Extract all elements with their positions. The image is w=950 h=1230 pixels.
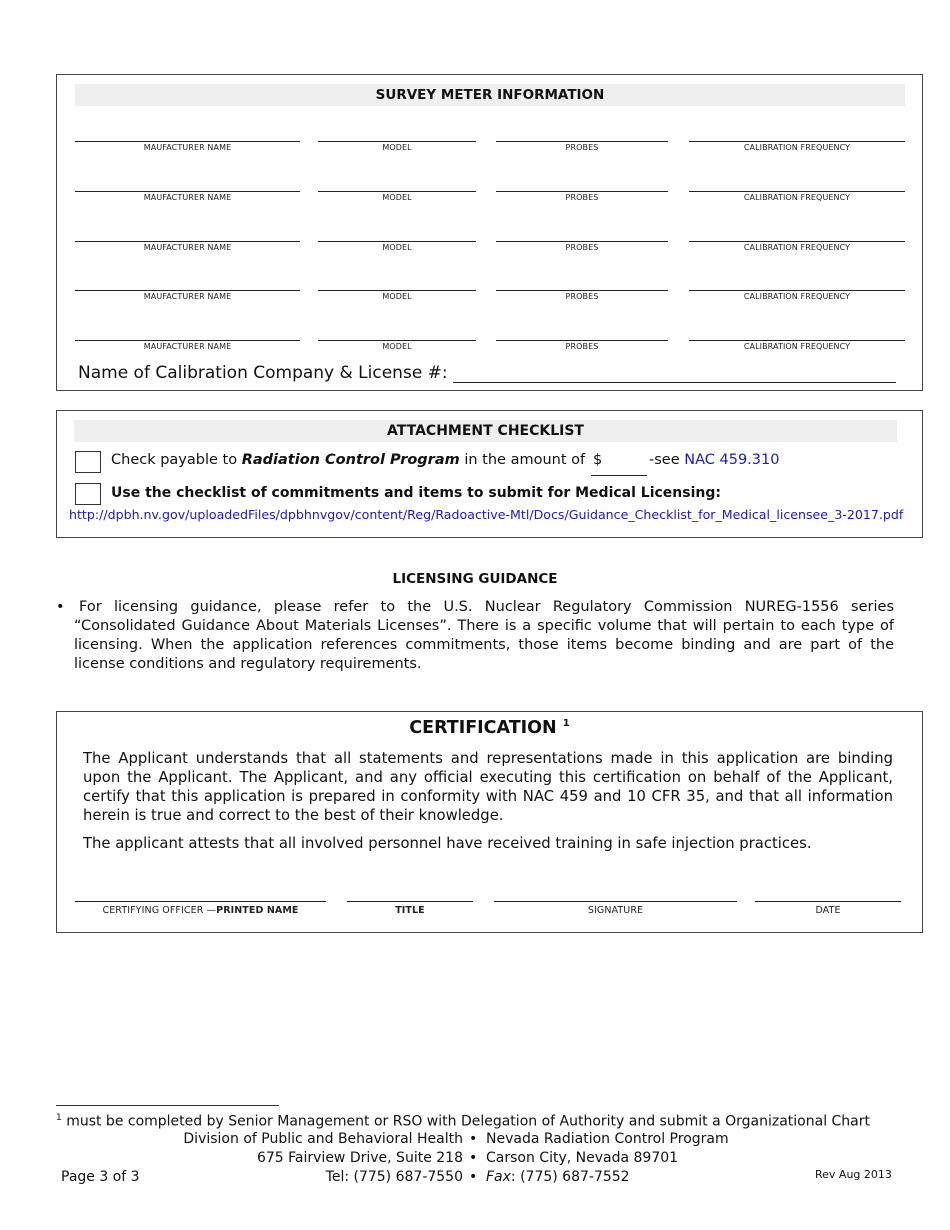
model-input[interactable] [318,340,476,341]
calibration-frequency-label: CALIBRATION FREQUENCY [743,342,851,351]
title-input[interactable] [347,901,473,902]
calibration-company-label: Name of Calibration Company & License #: [78,363,448,383]
certification-title [57,718,922,738]
calibration-frequency-label: CALIBRATION FREQUENCY [743,243,851,252]
calibration-frequency-input[interactable] [689,141,905,142]
footer-page: Page 3 of 3 [61,1169,140,1185]
footer-tel: Tel: (775) 687-7550 [325,1169,463,1185]
dollar-sign: $ [593,452,603,468]
signature-label: SIGNATURE [587,905,644,916]
printed-name-label [75,905,326,916]
manufacturer-name-input[interactable] [75,191,300,192]
footnote-text: must be completed by Senior Management or RSO with Delegation of Authority and submit a Organizational Chart [66,1113,871,1130]
footer-bullet-1: • [469,1131,478,1147]
footnote-divider [56,1105,279,1106]
calibration-frequency-label: CALIBRATION FREQUENCY [743,193,851,202]
check-payable-text [111,452,585,468]
manufacturer-name-label: MAUFACTURER NAME [143,292,232,301]
model-input[interactable] [318,191,476,192]
manufacturer-name-input[interactable] [75,340,300,341]
attachment-checklist-section [56,410,923,538]
calibration-company-input[interactable] [453,382,896,383]
radiation-control-program: Radiation Control Program [241,452,460,468]
footer-program: Nevada Radiation Control Program [486,1131,729,1147]
manufacturer-name-label: MAUFACTURER NAME [143,342,232,351]
medical-checklist-text: Use the checklist of commitments and items to submit for Medical Licensing: [111,485,721,501]
attachment-checklist-title: ATTACHMENT CHECKLIST [74,420,897,442]
certification-footnote-ref: 1 [562,718,570,730]
probes-input[interactable] [496,241,668,242]
probes-input[interactable] [496,191,668,192]
model-label: MODEL [382,292,412,301]
footer-fax [486,1169,630,1185]
manufacturer-name-label: MAUFACTURER NAME [143,243,232,252]
model-label: MODEL [382,143,412,152]
calibration-frequency-input[interactable] [689,340,905,341]
manufacturer-name-label: MAUFACTURER NAME [143,143,232,152]
certification-paragraph-2: The applicant attests that all involved personnel have received training in safe injection practices. [83,835,812,852]
guidance-bullet: • [56,599,65,615]
model-input[interactable] [318,290,476,291]
calibration-frequency-input[interactable] [689,241,905,242]
probes-label: PROBES [565,143,599,152]
survey-meter-section [56,74,923,391]
model-input[interactable] [318,241,476,242]
probes-label: PROBES [565,193,599,202]
model-label: MODEL [382,193,412,202]
certifying-officer-label: CERTIFYING OFFICER — [102,905,217,916]
licensing-guidance-text: For licensing guidance, please refer to the U.S. Nuclear Regulatory Commission NUREG-1556 series “Consolidated Guidance About Materials Licenses”. There is a specific volume that will pertain to each type of licensing. When the application references commitments, those items become binding and are part of the license conditions and regulatory requirements. [74,599,894,672]
calibration-frequency-input[interactable] [689,191,905,192]
certification-title-text: CERTIFICATION [409,718,557,738]
signature-input[interactable] [494,901,737,902]
footer-division: Division of Public and Behavioral Health [183,1131,463,1147]
probes-label: PROBES [565,342,599,351]
certification-paragraph-1: The Applicant understands that all statements and representations made in this application are binding upon the Applicant. The Applicant, and any official executing this certification on behalf of the Applicant, certify that this application is prepared in conformity with NAC 459 and 10 CFR 35, and that all information herein is true and correct to the best of their knowledge. [83,750,893,824]
see-nac-text [649,452,779,468]
date-label: DATE [815,905,841,916]
amount-text: in the amount of [459,452,586,468]
manufacturer-name-input[interactable] [75,241,300,242]
check-payable-prefix: Check payable to [111,452,242,468]
survey-meter-title: SURVEY METER INFORMATION [75,84,905,106]
probes-label: PROBES [565,243,599,252]
check-payable-checkbox[interactable] [75,451,101,473]
printed-name-input[interactable] [75,901,326,902]
see-text: -see [649,452,685,468]
footnote-mark: 1 [56,1113,62,1123]
footer-city: Carson City, Nevada 89701 [486,1150,679,1166]
nac-link[interactable]: NAC 459.310 [684,452,780,468]
footer-revision: Rev Aug 2013 [815,1168,892,1181]
certification-section [56,711,923,933]
probes-input[interactable] [496,340,668,341]
calibration-frequency-input[interactable] [689,290,905,291]
licensing-guidance-title: LICENSING GUIDANCE [392,571,558,587]
model-label: MODEL [382,243,412,252]
calibration-frequency-label: CALIBRATION FREQUENCY [743,292,851,301]
medical-checklist-link[interactable]: http://dpbh.nv.gov/uploadedFiles/dpbhnvgov/content/Reg/Radoactive-Mtl/Docs/Guidance_Checklist_for_Medical_licensee_3-2017.pdf [69,507,904,522]
footnote [56,1113,870,1130]
manufacturer-name-input[interactable] [75,141,300,142]
manufacturer-name-label: MAUFACTURER NAME [143,193,232,202]
probes-label: PROBES [565,292,599,301]
fax-label: Fax [486,1169,511,1185]
footer-address: 675 Fairview Drive, Suite 218 [256,1150,463,1166]
footer-bullet-3: • [469,1169,478,1185]
calibration-frequency-label: CALIBRATION FREQUENCY [743,143,851,152]
probes-input[interactable] [496,290,668,291]
amount-input[interactable] [591,475,647,476]
title-label: TITLE [395,905,425,916]
manufacturer-name-input[interactable] [75,290,300,291]
printed-name-bold: PRINTED NAME [216,905,299,916]
probes-input[interactable] [496,141,668,142]
fax-number: : (775) 687-7552 [510,1169,630,1185]
footer-bullet-2: • [469,1150,478,1166]
model-input[interactable] [318,141,476,142]
date-input[interactable] [755,901,901,902]
medical-checklist-checkbox[interactable] [75,483,101,505]
model-label: MODEL [382,342,412,351]
